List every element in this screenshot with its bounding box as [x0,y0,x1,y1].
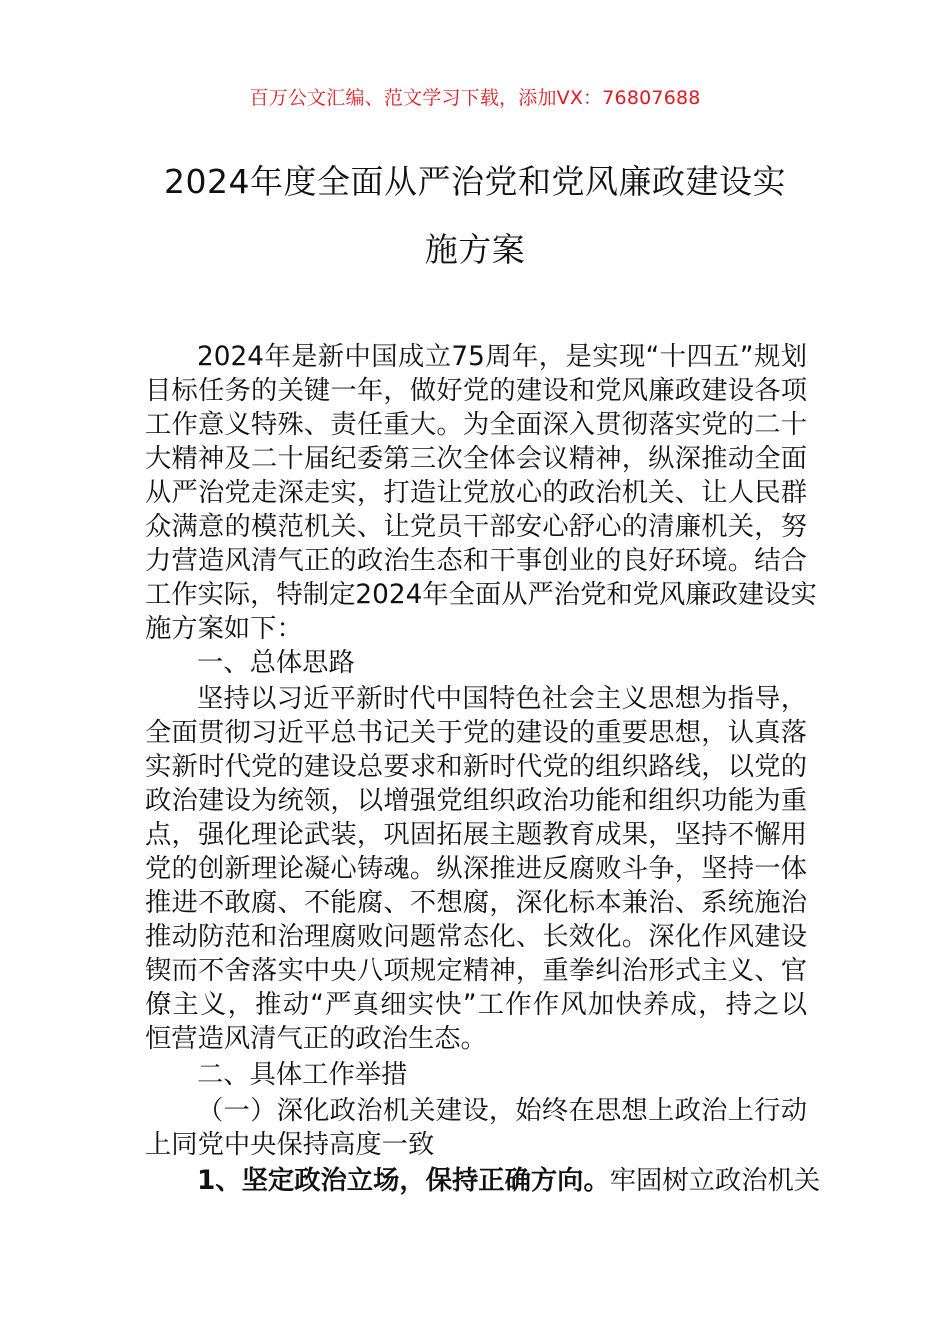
intro-line: 施方案如下： [145,614,303,644]
document-title-line-2: 施方案 [424,230,526,269]
watermark-banner: 百万公文汇编、范文学习下载，添加VX：76807688 [249,87,701,109]
section1-line: 实新时代党的建设总要求和新时代党的组织路线，以党的 [145,752,807,782]
intro-line: 大精神及二十届纪委第三次全体会议精神，纵深推动全面 [145,444,807,474]
subsection-heading-line: （一）深化政治机关建设，始终在思想上政治上行动 [197,1096,807,1126]
section1-line: 点，强化理论武装，巩固拓展主题教育成果，坚持不懈用 [145,820,807,850]
intro-line: 工作实际，特制定2024年全面从严治党和党风廉政建设实 [145,580,817,610]
section1-line: 党的创新理论凝心铸魂。纵深推进反腐败斗争，坚持一体 [145,854,807,884]
section1-line: 坚持以习近平新时代中国特色社会主义思想为指导， [197,684,807,714]
section1-line: 恒营造风清气正的政治生态。 [145,1024,487,1054]
intro-line: 力营造风清气正的政治生态和干事创业的良好环境。结合 [145,546,807,576]
section1-line: 僚主义，推动“严真细实快”工作作风加快养成，持之以 [145,990,807,1020]
section1-line: 推动防范和治理腐败问题常态化、长效化。深化作风建设 [145,922,807,952]
section1-line: 政治建设为统领，以增强党组织政治功能和组织功能为重 [145,786,807,816]
document-title-line-1: 2024年度全面从严治党和党风廉政建设实 [164,162,786,201]
item-1-text: 牢固树立政治机关 [609,1166,821,1196]
subsection-heading-line: 上同党中央保持高度一致 [145,1130,435,1160]
section1-line: 全面贯彻习近平总书记关于党的建设的重要思想，认真落 [145,718,807,748]
item-1-line [197,1164,821,1198]
intro-line: 从严治党走深走实，打造让党放心的政治机关、让人民群 [145,478,807,508]
section-heading-specific-measures: 二、具体工作举措 [197,1060,408,1090]
intro-line: 目标任务的关键一年，做好党的建设和党风廉政建设各项 [145,376,807,406]
intro-line: 2024年是新中国成立75周年，是实现“十四五”规划 [197,342,807,372]
section1-line: 锲而不舍落实中央八项规定精神，重拳纠治形式主义、官 [145,956,807,986]
section1-line: 推进不敢腐、不能腐、不想腐，深化标本兼治、系统施治 [145,888,807,918]
section-heading-overall-approach: 一、总体思路 [197,648,355,678]
intro-line: 工作意义特殊、责任重大。为全面深入贯彻落实党的二十 [145,410,807,440]
intro-line: 众满意的模范机关、让党员干部安心舒心的清廉机关，努 [145,512,807,542]
item-1-bold-heading: 1、坚定政治立场，保持正确方向。 [197,1166,610,1196]
